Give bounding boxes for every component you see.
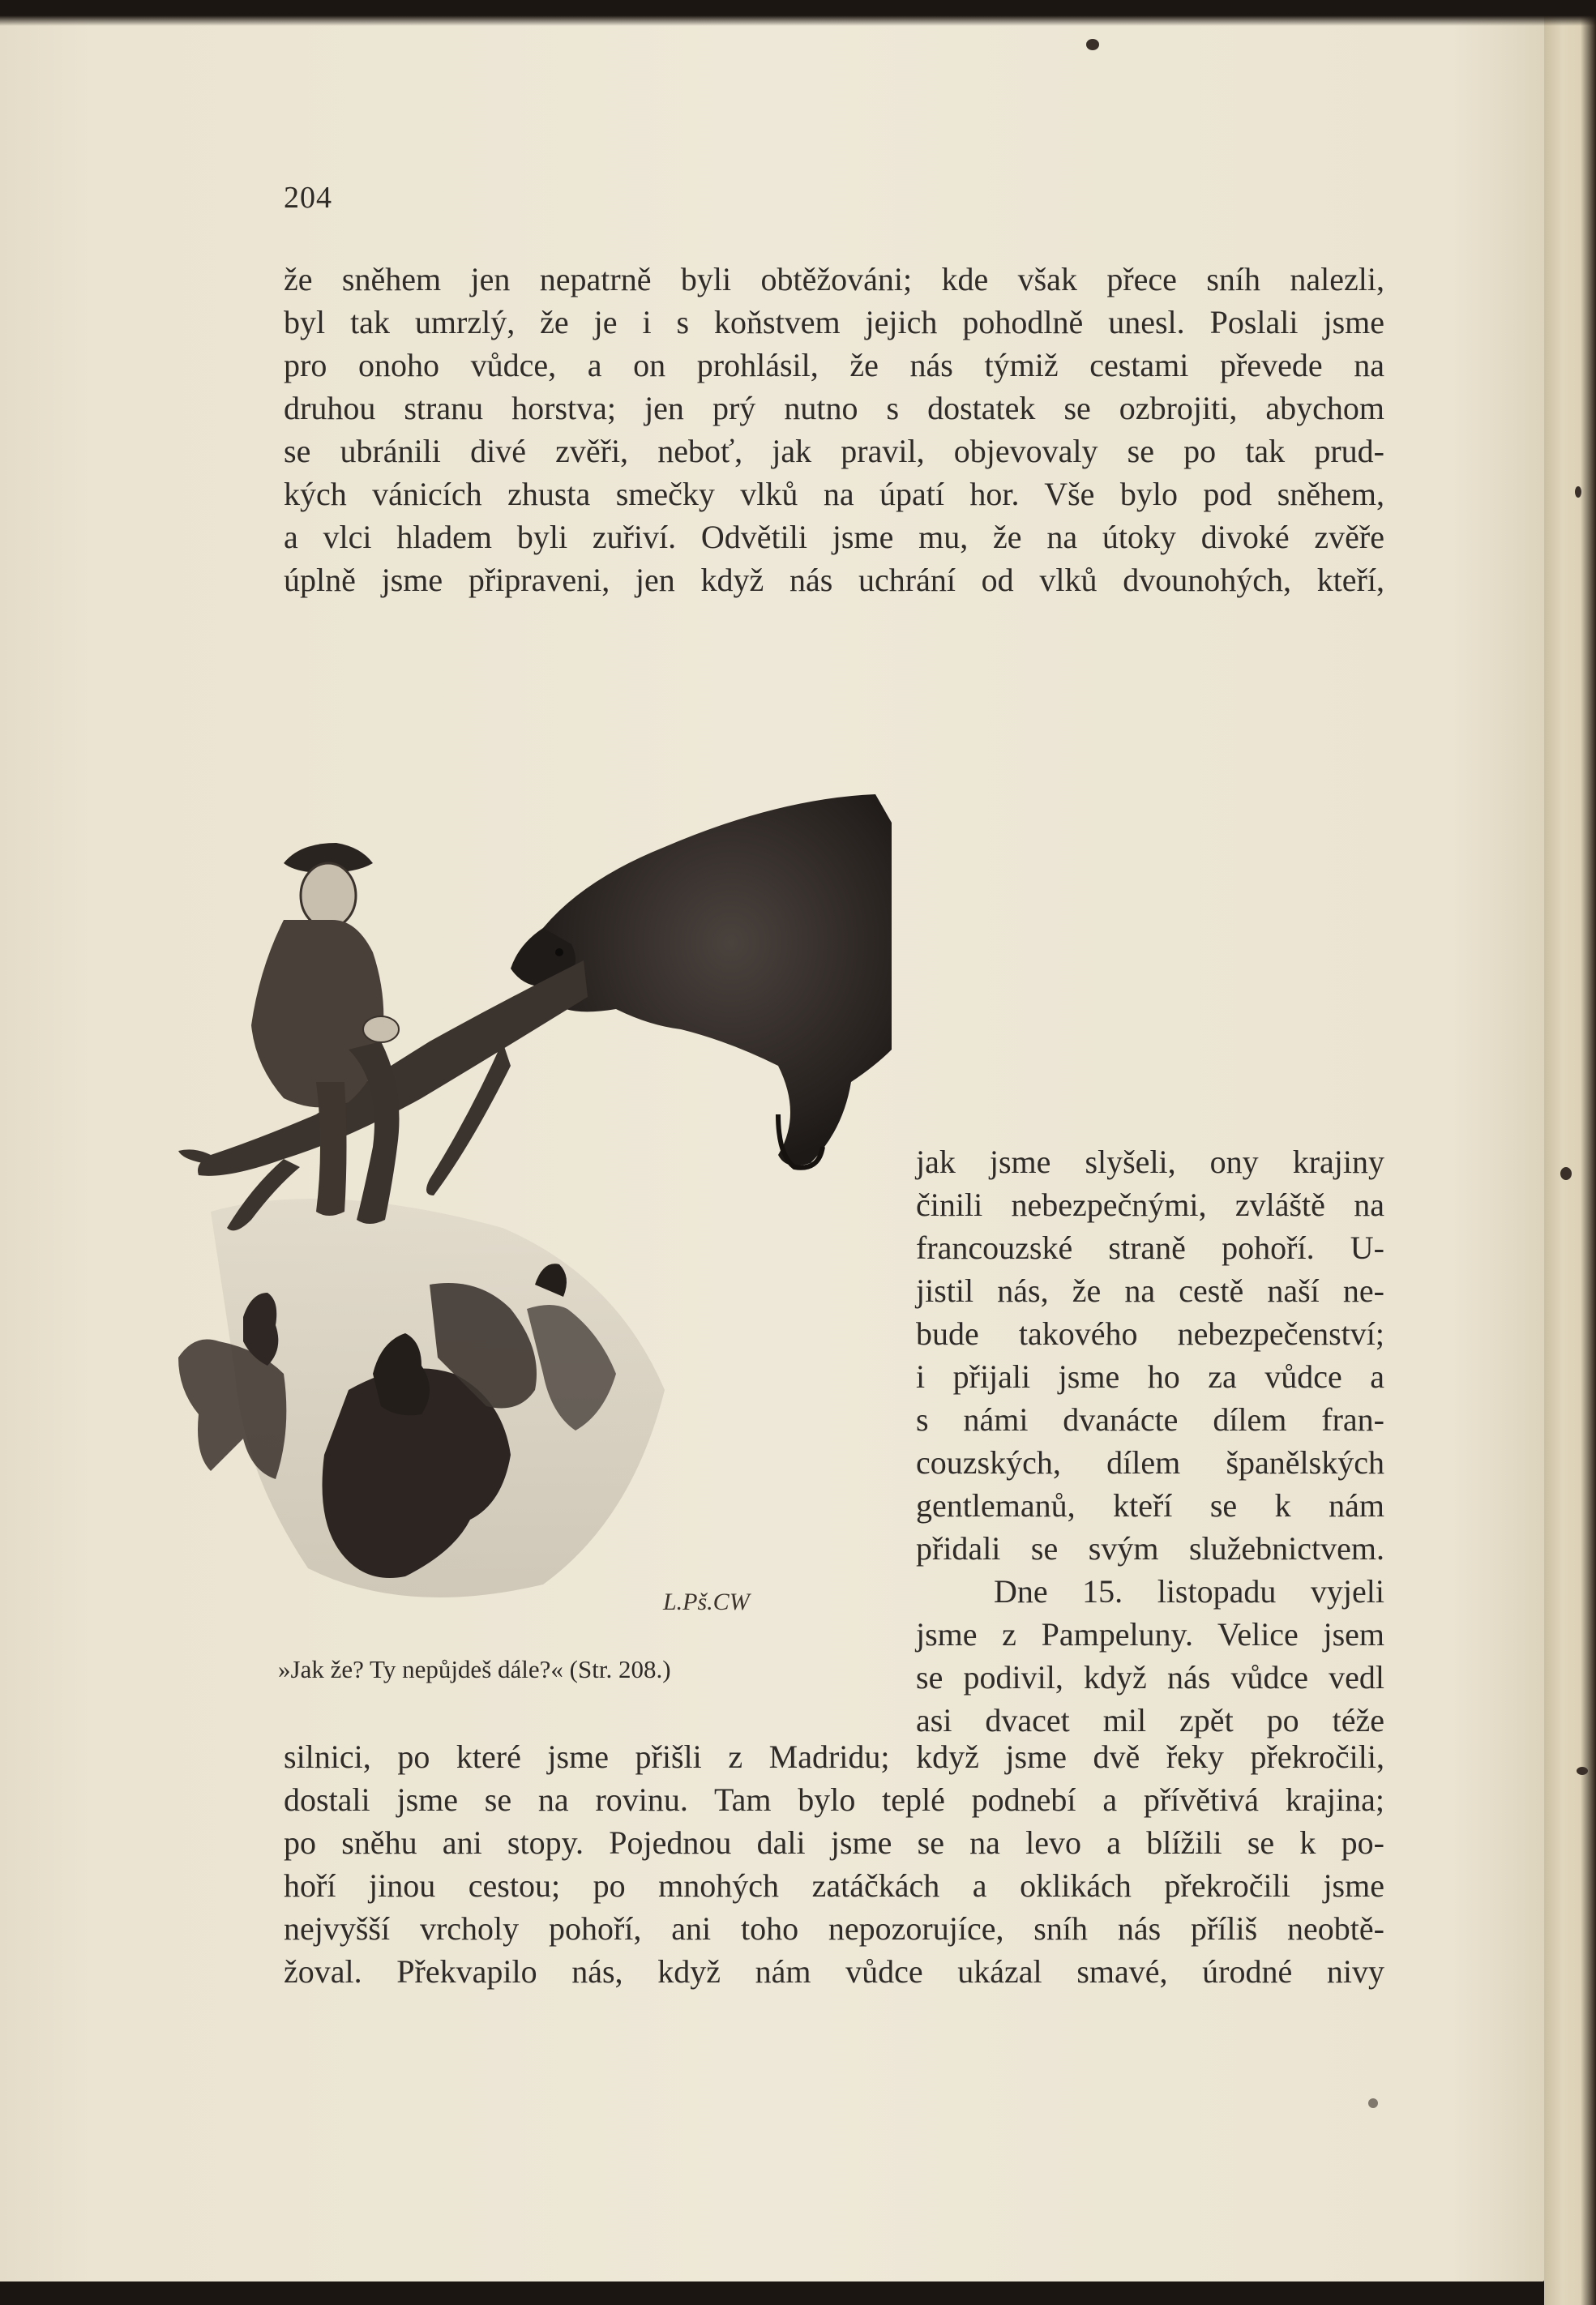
paper-speck: [1575, 486, 1581, 498]
text-line: nejvyšší vrcholy pohoří, ani toho nepozorujíce, sníh nás příliš neobtě-: [284, 1910, 1384, 1947]
text-line: pro onoho vůdce, a on prohlásil, že nás týmiž cestami převede na: [284, 347, 1384, 383]
text-line: jistil nás, že na cestě naší ne-: [916, 1272, 1384, 1309]
text-line: jsme z Pampeluny. Velice jsem: [916, 1616, 1384, 1653]
book-spine: [1544, 0, 1596, 2305]
text-line: Dne 15. listopadu vyjeli: [994, 1573, 1384, 1610]
text-line: se podivil, když nás vůdce vedl: [916, 1659, 1384, 1696]
illustrator-signature: L.Pš.CW: [663, 1589, 750, 1615]
paper-speck: [1368, 2098, 1378, 2108]
text-line: že sněhem jen nepatrně byli obtěžováni; kde však přece sníh nalezli,: [284, 261, 1384, 297]
page-number: 204: [284, 181, 332, 215]
text-line: asi dvacet mil zpět po téže: [916, 1702, 1384, 1738]
paper-speck: [1086, 39, 1099, 50]
bear-and-rider-illustration: [162, 661, 892, 1653]
text-line: druhou stranu horstva; jen prý nutno s dostatek se ozbrojiti, abychom: [284, 390, 1384, 426]
paper-speck: [1560, 1167, 1572, 1180]
text-line: byl tak umrzlý, že je i s koňstvem jejich pohodlně unesl. Poslali jsme: [284, 304, 1384, 340]
text-line: žoval. Překvapilo nás, když nám vůdce ukázal smavé, úrodné nivy: [284, 1953, 1384, 1990]
text-line: hoří jinou cestou; po mnohých zatáčkách a oklikách překročili jsme: [284, 1867, 1384, 1904]
text-line: silnici, po které jsme přišli z Madridu; když jsme dvě řeky překročili,: [284, 1738, 1384, 1775]
paragraph-beside-illustration: [916, 1140, 1384, 1742]
man-on-branch: [251, 843, 400, 1224]
text-line: činili nebezpečnými, zvláště na: [916, 1187, 1384, 1223]
paper-speck: [1577, 1767, 1588, 1775]
text-line: couzských, dílem španělských: [916, 1444, 1384, 1481]
text-line: a vlci hladem byli zuřiví. Odvětili jsme mu, že na útoky divoké zvěře: [284, 519, 1384, 555]
text-line: gentlemanů, kteří se k nám: [916, 1487, 1384, 1524]
text-line: jak jsme slyšeli, ony krajiny: [916, 1144, 1384, 1180]
text-line: kých vánicích zhusta smečky vlků na úpatí hor. Vše bylo pod sněhem,: [284, 476, 1384, 512]
text-line: dostali jsme se na rovinu. Tam bylo teplé podnebí a přívětivá krajina;: [284, 1781, 1384, 1818]
text-line: bude takového nebezpečenství;: [916, 1315, 1384, 1352]
text-line: se ubránili divé zvěři, neboť, jak pravil, objevovaly se po tak prud-: [284, 433, 1384, 469]
paragraph-bottom: [284, 1735, 1384, 1993]
text-line: francouzské straně pohoří. U-: [916, 1229, 1384, 1266]
text-line: i přijali jsme ho za vůdce a: [916, 1358, 1384, 1395]
illustration-caption: »Jak že? Ty nepůjdeš dále?« (Str. 208.): [278, 1655, 671, 1683]
paragraph-top: [284, 258, 1384, 601]
text-line: úplně jsme připraveni, jen když nás uchrání od vlků dvounohých, kteří,: [284, 562, 1384, 598]
text-line: po sněhu ani stopy. Pojednou dali jsme se na levo a blížili se k po-: [284, 1824, 1384, 1861]
text-line: s námi dvanácte dílem fran-: [916, 1401, 1384, 1438]
text-line: přidali se svým služebnictvem.: [916, 1530, 1384, 1567]
scan-top-edge: [0, 0, 1596, 26]
